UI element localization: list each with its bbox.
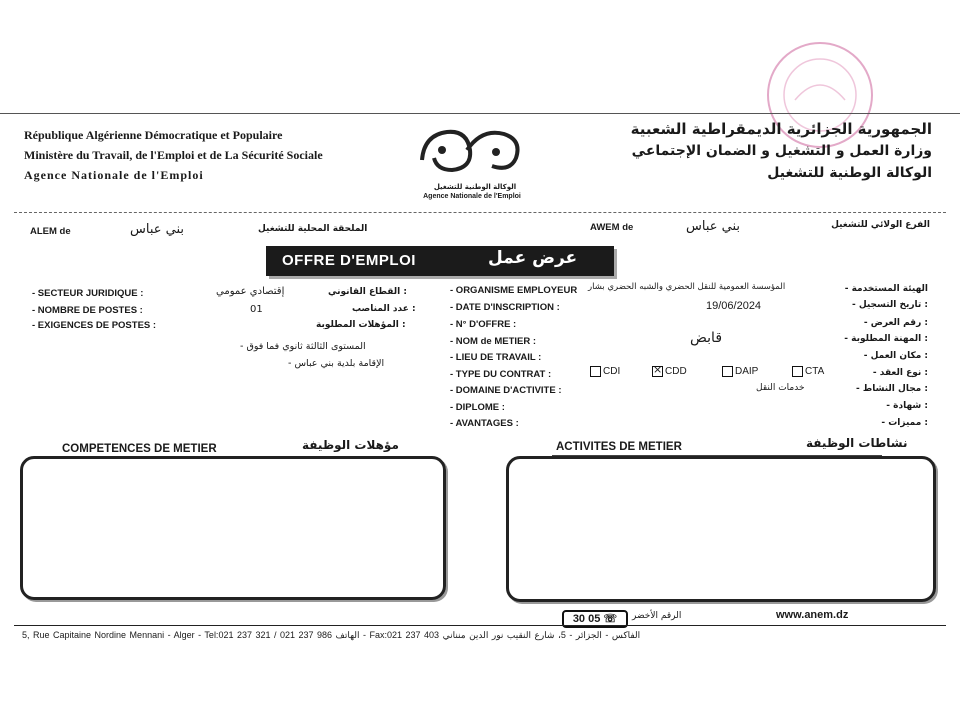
lieu-ar: : مكان العمل - xyxy=(863,351,928,361)
header-ar-line3: الوكالة الوطنية للتشغيل xyxy=(767,165,932,181)
postes-ar: : عدد المناصب xyxy=(352,304,416,314)
domaine-label: - DOMAINE D'ACTIVITE : xyxy=(450,385,562,396)
avantages-ar: : مميزات - xyxy=(881,418,928,428)
contrat-options xyxy=(590,366,840,380)
domaine-ar: : مجال النشاط - xyxy=(855,384,928,394)
cdi-label: CDI xyxy=(603,366,621,378)
cta-label: CTA xyxy=(805,366,825,378)
header-fr-line1: République Algérienne Démocratique et Populaire xyxy=(24,128,283,142)
top-separator xyxy=(0,113,960,114)
phone-icon: ☏ xyxy=(603,613,618,625)
cdd-label: CDD xyxy=(665,366,687,378)
alem-ar-label: الملحقة المحلية للتشغيل xyxy=(258,224,368,234)
domaine-value: خدمات النقل xyxy=(756,383,805,393)
exigence-item-1: المستوى الثالثة ثانوي فما فوق - xyxy=(240,341,366,352)
exigence-item-2: الإقامة بلدية بني عباس - xyxy=(288,358,385,369)
organisme-label: - ORGANISME EMPLOYEUR xyxy=(450,285,578,296)
competences-title-fr: COMPETENCES DE METIER xyxy=(62,443,217,455)
daip-checkbox[interactable] xyxy=(722,366,733,377)
hotline-number: 30 05 xyxy=(572,613,601,625)
hotline-ar: الرقم الأخضر xyxy=(632,611,682,621)
activites-title-ar: نشاطات الوظيفة xyxy=(806,436,908,450)
contrat-option-cdi[interactable] xyxy=(590,366,620,377)
lieu-label: - LIEU DE TRAVAIL : xyxy=(450,352,542,363)
offre-number-label: - N° D'OFFRE : xyxy=(450,319,517,330)
exigences-label: - EXIGENCES DE POSTES : xyxy=(32,320,157,331)
activites-box xyxy=(506,456,936,602)
contrat-option-daip[interactable] xyxy=(722,366,758,377)
awem-ar-label: الفرع الولائي للتشغيل xyxy=(831,220,930,230)
header-ar-line2: وزارة العمل و التشغيل و الضمان الإجتماعي xyxy=(631,143,932,159)
contrat-option-cta[interactable] xyxy=(792,366,824,377)
alem-value: بني عباس xyxy=(130,222,185,237)
logo-caption-fr: Agence Nationale de l'Emploi xyxy=(423,193,521,200)
activites-title-fr: ACTIVITES DE METIER xyxy=(556,441,682,453)
organisme-ar: الهيئة المستخدمة - xyxy=(844,284,928,294)
secteur-value: إقتصادي عمومي xyxy=(216,286,285,297)
logo-caption-ar: الوكالة الوطنية للتشغيل xyxy=(433,183,517,191)
diplome-label: - DIPLOME : xyxy=(450,402,505,413)
footer-separator xyxy=(14,625,946,626)
alem-label: ALEM de xyxy=(30,226,71,237)
date-value: 19/06/2024 xyxy=(706,300,762,312)
daip-label: DAIP xyxy=(735,366,759,378)
date-label: - DATE D'INSCRIPTION : xyxy=(450,302,560,313)
awem-value: بني عباس xyxy=(686,219,741,234)
date-ar: : تاريخ التسجيل - xyxy=(851,300,928,310)
website-link[interactable]: www.anem.dz xyxy=(776,609,849,621)
organisme-value: المؤسسة العمومية للنقل الحضري والشبه الحضري بشار xyxy=(588,282,786,292)
diplome-ar: : شهادة - xyxy=(886,401,928,411)
cdd-checkbox[interactable] xyxy=(652,366,663,377)
contrat-ar: : نوع العقد - xyxy=(872,368,928,378)
postes-label: - NOMBRE DE POSTES : xyxy=(32,305,143,316)
competences-title-ar: مؤهلات الوظيفة xyxy=(302,438,399,452)
offre-title-ar: عرض عمل xyxy=(488,248,578,268)
cta-checkbox[interactable] xyxy=(792,366,803,377)
secteur-ar: : القطاع القانوني xyxy=(328,287,407,297)
metier-value: قابض xyxy=(690,330,723,346)
postes-value: 01 xyxy=(250,304,263,315)
contrat-option-cdd[interactable] xyxy=(652,366,687,377)
awem-label: AWEM de xyxy=(590,222,634,233)
competences-box xyxy=(20,456,446,600)
exigences-ar: : المؤهلات المطلوبة xyxy=(316,320,406,330)
contrat-label: - TYPE DU CONTRAT : xyxy=(450,369,552,380)
cdi-checkbox[interactable] xyxy=(590,366,601,377)
header-separator xyxy=(14,212,946,213)
footer-address: 5, Rue Capitaine Nordine Mennani - Alger - Tel:021 237 321 / 021 237 986 الهاتف - Fax:021 237 403 الفاكس - الجزائر - 5، شارع النقيب نور الدين منناني xyxy=(22,630,641,640)
secteur-label: - SECTEUR JURIDIQUE : xyxy=(32,288,144,299)
anem-logo xyxy=(412,120,532,180)
header-fr-line2: Ministère du Travail, de l'Emploi et de La Sécurité Sociale xyxy=(24,148,323,162)
header-ar-line1: الجمهورية الجزائرية الديمقراطية الشعبية xyxy=(630,120,932,138)
offre-number-ar: : رقم العرض - xyxy=(863,318,928,328)
avantages-label: - AVANTAGES : xyxy=(450,418,519,429)
metier-label: - NOM de METIER : xyxy=(450,336,537,347)
header-fr-line3: Agence Nationale de l'Emploi xyxy=(24,168,204,182)
metier-ar: : المهنة المطلوبة - xyxy=(844,334,928,344)
offre-title-fr: OFFRE D'EMPLOI xyxy=(282,252,416,269)
